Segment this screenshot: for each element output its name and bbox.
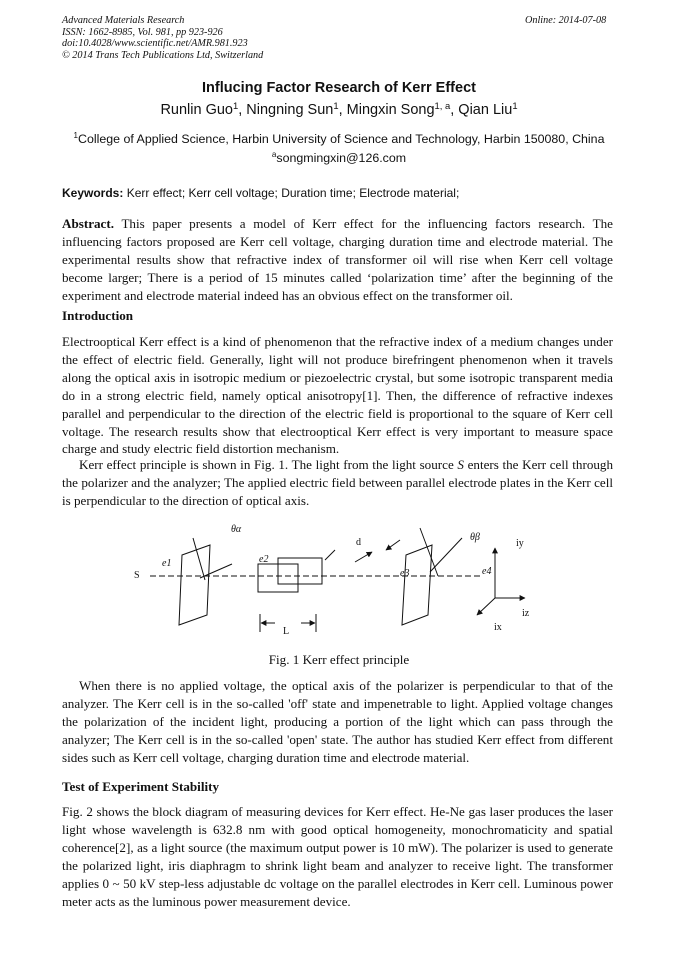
intro-paragraph-1: Electrooptical Kerr effect is a kind of phenomenon that the refractive index of a medium changes under the effect of electric field. Generally, light will not produce birefringent phenomenon when it travels along the optical axis in isotropic medium or piezoelectric crystal, but some isotropic transparent media do in a strong electric field, namely optical anisotropy[1]. Then, the difference of refractive indexes parallel and perpendicular to the direction of the electric field is proportional to the square of Kerr cell voltage. The research results show that electrooptical Kerr effect is very important to measure space charge and study electric field distortion mechanism.: [62, 334, 613, 457]
journal-header: [62, 15, 263, 61]
kerr-cell-ray: [325, 550, 335, 560]
copyright-line: © 2014 Trans Tech Publications Ltd, Switzerland: [62, 49, 264, 61]
affiliation-mark: 1: [73, 131, 78, 140]
section-heading-introduction: Introduction: [62, 308, 134, 323]
keywords-text: Kerr effect; Kerr cell voltage; Duration time; Electrode material;: [123, 186, 460, 200]
abstract-label: Abstract.: [62, 216, 114, 231]
section-heading-test: Test of Experiment Stability: [62, 779, 220, 794]
author-affil-mark: 1, a: [434, 100, 451, 111]
journal-name: Advanced Materials Research: [62, 15, 185, 26]
author-name: Mingxin Song: [346, 102, 435, 118]
abstract-text: This paper presents a model of Kerr effect for the influencing factors research. The influencing factors proposed are Kerr cell voltage, charging duration time and electrode material. The experimental results show that refractive index of transformer oil will rise when Kerr cell voltage become larger; There is a period of 15 minutes called ‘polarization time’ after the beginning of the experiment and electrode material indeed has an obvious effect on the transformer oil.: [62, 216, 613, 303]
email-line: [0, 151, 678, 165]
d-label: d: [356, 537, 361, 548]
paper-title: Influcing Factor Research of Kerr Effect: [202, 80, 476, 96]
e3-label: e3: [400, 568, 410, 579]
email-mark: a: [271, 150, 277, 159]
analyzer-axis-2: [430, 538, 462, 572]
abstract: [62, 215, 613, 305]
iy-label: iy: [516, 538, 524, 549]
source-symbol: S: [457, 457, 464, 472]
figure-1-caption: Fig. 1 Kerr effect principle: [268, 652, 410, 667]
author-list: Runlin Guo$^1$, Ningning Sun$^1$, Mingxin Song$^{1, a}$, Qian Liu$^1$: [160, 100, 518, 118]
keywords-label: Keywords:: [62, 186, 124, 200]
electrode-arrow-1: [355, 552, 372, 562]
intro-paragraph-2: [62, 456, 613, 510]
e1-label: e1: [162, 558, 172, 569]
electrode-arrow-2: [386, 540, 400, 550]
analyzer-axis-1: [420, 528, 438, 576]
e4-label: e4: [482, 566, 492, 577]
theta-alpha-label: θα: [231, 524, 242, 535]
theta-beta-label: θβ: [470, 532, 480, 543]
author-affil-mark: 1: [512, 100, 518, 111]
iz-label: iz: [522, 608, 530, 619]
paragraph-text: enters the Kerr cell through the polarizer and the analyzer; The applied electric field between parallel electrode plates in the Kerr cell is perpendicular to the direction of optical axis.: [62, 457, 614, 508]
e2-label: e2: [259, 554, 269, 565]
email-address: songmingxin@126.com: [276, 151, 407, 165]
issn-line: ISSN: 1662-8985, Vol. 981, pp 923-926: [62, 26, 223, 38]
author-affil-mark: 1: [233, 100, 239, 111]
s-label: S: [134, 570, 140, 581]
online-date: Online: 2014-07-08: [525, 15, 607, 26]
doi-line: doi:10.4028/www.scientific.net/AMR.981.923: [62, 38, 248, 50]
affiliation-text: College of Applied Science, Harbin University of Science and Technology, Harbin 150080, China: [78, 132, 605, 146]
paragraph-4: Fig. 2 shows the block diagram of measuring devices for Kerr effect. He-Ne gas laser produces the laser light whose wavelength is 632.8 nm with good optical homogeneity, monochromaticity and spatial coherence[2], as a light source (the maximum output power is 10 mW). The polarizer is used to generate the polarized light, iris diaphragm to shrink light beam and analyzer to receive light. The transformer applies 0 ~ 50 kV step-less adjustable dc voltage on the parallel electrodes in Kerr cell. Luminous power meter acts as the luminous power measurement device.: [62, 804, 613, 909]
paragraph-text: Kerr effect principle is shown in Fig. 1. The light from the light source: [79, 457, 458, 472]
analyzer-plate: [402, 545, 432, 625]
keywords: [62, 186, 459, 200]
ix-label: ix: [494, 622, 502, 633]
author-name: Runlin Guo: [160, 102, 233, 118]
author-name: Ningning Sun: [246, 102, 334, 118]
l-label: L: [283, 626, 290, 637]
polarizer-axis: [193, 538, 205, 580]
kerr-cell-back: [278, 558, 322, 584]
polarizer-plate: [179, 545, 210, 625]
axis-ix: [477, 598, 495, 615]
author-name: Qian Liu: [458, 102, 513, 118]
affiliation: [0, 132, 678, 146]
author-affil-mark: 1: [333, 100, 339, 111]
kerr-effect-figure: [120, 520, 560, 645]
paragraph-3: When there is no applied voltage, the optical axis of the polarizer is perpendicular to that of the analyzer. The Kerr cell is in the so-called 'off' state and impenetrable to light. Applied voltage changes the polarization of the incident light, producing a portion of the light which can pass through the analyzer; The Kerr cell is in the so-called 'open' state. The author has studied Kerr effect from different sides such as Kerr cell voltage, charging duration time and electrode material.: [62, 678, 613, 765]
